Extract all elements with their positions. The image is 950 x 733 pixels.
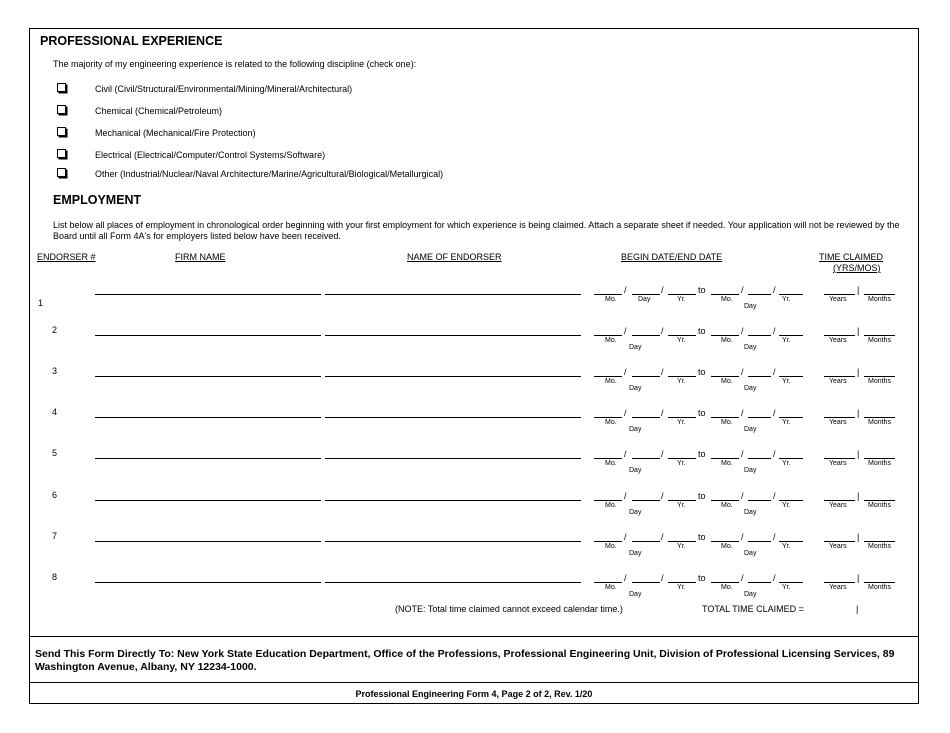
endorser-name-field[interactable] [325, 541, 581, 542]
end-day-field[interactable] [748, 541, 771, 542]
end-year-field[interactable] [779, 417, 803, 418]
date-separator: / [661, 491, 664, 501]
begin-day-label: Day [629, 426, 642, 433]
begin-day-field[interactable] [632, 541, 660, 542]
begin-month-field[interactable] [594, 294, 622, 295]
months-field[interactable] [864, 458, 895, 459]
begin-year-label: Yr. [677, 543, 686, 550]
end-day-field[interactable] [748, 417, 771, 418]
months-field[interactable] [864, 294, 895, 295]
date-separator: / [773, 491, 776, 501]
end-month-label: Mo. [721, 378, 733, 385]
date-separator: / [773, 573, 776, 583]
firm-name-field[interactable] [95, 582, 321, 583]
header-time-claimed: TIME CLAIMED [819, 252, 884, 262]
begin-month-label: Mo. [605, 502, 617, 509]
date-separator: / [773, 532, 776, 542]
end-year-label: Yr. [782, 419, 791, 426]
firm-name-field[interactable] [95, 294, 321, 295]
years-field[interactable] [824, 582, 855, 583]
date-separator: / [624, 408, 627, 418]
header-endorser-name: NAME OF ENDORSER [407, 252, 502, 262]
endorser-name-field[interactable] [325, 294, 581, 295]
header-firm-name: FIRM NAME [175, 252, 226, 262]
begin-year-field[interactable] [668, 458, 696, 459]
end-day-field[interactable] [748, 376, 771, 377]
endorser-name-field[interactable] [325, 500, 581, 501]
begin-day-label: Day [629, 550, 642, 557]
begin-year-field[interactable] [668, 335, 696, 336]
date-separator: / [624, 449, 627, 459]
years-label: Years [829, 502, 847, 509]
begin-year-label: Yr. [677, 296, 686, 303]
firm-name-field[interactable] [95, 541, 321, 542]
years-label: Years [829, 543, 847, 550]
end-day-label: Day [744, 509, 757, 516]
date-range-to: to [698, 573, 706, 583]
end-month-label: Mo. [721, 337, 733, 344]
begin-month-label: Mo. [605, 419, 617, 426]
professional-experience-heading: PROFESSIONAL EXPERIENCE [40, 34, 223, 48]
total-time-label: TOTAL TIME CLAIMED = [702, 604, 804, 614]
date-separator: / [741, 367, 744, 377]
endorser-number: 8 [52, 572, 58, 582]
months-label: Months [868, 502, 891, 509]
begin-year-field[interactable] [668, 500, 696, 501]
date-separator: / [741, 573, 744, 583]
endorser-number: 7 [52, 531, 58, 541]
begin-day-field[interactable] [632, 294, 660, 295]
date-separator: / [661, 367, 664, 377]
begin-month-field[interactable] [594, 376, 622, 377]
date-separator: / [661, 408, 664, 418]
months-label: Months [868, 419, 891, 426]
begin-year-field[interactable] [668, 541, 696, 542]
years-field[interactable] [824, 458, 855, 459]
date-separator: / [741, 285, 744, 295]
end-year-field[interactable] [779, 500, 803, 501]
date-separator: / [624, 285, 627, 295]
discipline-checkbox[interactable] [57, 105, 66, 114]
months-label: Months [868, 296, 891, 303]
date-separator: / [661, 326, 664, 336]
end-year-field[interactable] [779, 458, 803, 459]
end-year-field[interactable] [779, 376, 803, 377]
years-field[interactable] [824, 417, 855, 418]
end-day-label: Day [744, 303, 757, 310]
endorser-name-field[interactable] [325, 376, 581, 377]
begin-year-label: Yr. [677, 337, 686, 344]
end-month-field[interactable] [711, 582, 739, 583]
begin-month-label: Mo. [605, 543, 617, 550]
section-divider [29, 636, 919, 637]
end-day-label: Day [744, 344, 757, 351]
date-range-to: to [698, 408, 706, 418]
time-separator: | [857, 449, 860, 459]
date-range-to: to [698, 532, 706, 542]
months-label: Months [868, 543, 891, 550]
years-field[interactable] [824, 335, 855, 336]
months-label: Months [868, 378, 891, 385]
begin-year-label: Yr. [677, 502, 686, 509]
date-separator: / [741, 326, 744, 336]
end-month-field[interactable] [711, 500, 739, 501]
begin-day-field[interactable] [632, 582, 660, 583]
begin-day-field[interactable] [632, 417, 660, 418]
date-separator: / [773, 408, 776, 418]
end-day-field[interactable] [748, 294, 771, 295]
endorser-number: 1 [38, 298, 44, 308]
begin-month-field[interactable] [594, 541, 622, 542]
begin-year-field[interactable] [668, 417, 696, 418]
end-month-label: Mo. [721, 460, 733, 467]
date-range-to: to [698, 449, 706, 459]
end-year-label: Yr. [782, 584, 791, 591]
begin-day-field[interactable] [632, 500, 660, 501]
date-separator: / [773, 285, 776, 295]
begin-year-label: Yr. [677, 460, 686, 467]
firm-name-field[interactable] [95, 335, 321, 336]
begin-month-label: Mo. [605, 584, 617, 591]
begin-month-field[interactable] [594, 500, 622, 501]
end-month-field[interactable] [711, 458, 739, 459]
discipline-checkbox[interactable] [57, 168, 66, 177]
years-label: Years [829, 460, 847, 467]
end-year-label: Yr. [782, 460, 791, 467]
months-field[interactable] [864, 541, 895, 542]
end-day-label: Day [744, 591, 757, 598]
date-separator: / [661, 573, 664, 583]
months-label: Months [868, 460, 891, 467]
end-year-field[interactable] [779, 294, 803, 295]
begin-year-field[interactable] [668, 294, 696, 295]
time-separator: | [857, 367, 860, 377]
months-field[interactable] [864, 376, 895, 377]
end-year-field[interactable] [779, 582, 803, 583]
date-separator: / [741, 532, 744, 542]
years-label: Years [829, 584, 847, 591]
begin-day-field[interactable] [632, 458, 660, 459]
begin-month-field[interactable] [594, 582, 622, 583]
endorser-number: 2 [52, 325, 58, 335]
date-separator: / [661, 532, 664, 542]
date-separator: / [741, 491, 744, 501]
years-label: Years [829, 419, 847, 426]
end-day-label: Day [744, 385, 757, 392]
months-label: Months [868, 584, 891, 591]
begin-day-label: Day [629, 344, 642, 351]
discipline-option-label: Mechanical (Mechanical/Fire Protection) [95, 128, 256, 138]
end-year-label: Yr. [782, 296, 791, 303]
begin-year-field[interactable] [668, 376, 696, 377]
discipline-checkbox[interactable] [57, 149, 66, 158]
end-year-label: Yr. [782, 337, 791, 344]
endorser-name-field[interactable] [325, 335, 581, 336]
end-month-field[interactable] [711, 294, 739, 295]
end-month-field[interactable] [711, 335, 739, 336]
date-separator: / [624, 491, 627, 501]
begin-month-label: Mo. [605, 460, 617, 467]
end-year-label: Yr. [782, 502, 791, 509]
discipline-option-label: Civil (Civil/Structural/Environmental/Mining/Mineral/Architectural) [95, 84, 353, 94]
date-range-to: to [698, 326, 706, 336]
end-year-label: Yr. [782, 543, 791, 550]
begin-month-field[interactable] [594, 417, 622, 418]
begin-day-label: Day [638, 296, 651, 303]
endorser-number: 3 [52, 366, 58, 376]
years-label: Years [829, 296, 847, 303]
end-month-field[interactable] [711, 417, 739, 418]
years-field[interactable] [824, 294, 855, 295]
end-month-label: Mo. [721, 584, 733, 591]
begin-day-label: Day [629, 509, 642, 516]
end-day-field[interactable] [748, 500, 771, 501]
date-separator: / [624, 367, 627, 377]
end-month-field[interactable] [711, 376, 739, 377]
date-separator: / [661, 285, 664, 295]
endorser-name-field[interactable] [325, 458, 581, 459]
time-separator: | [857, 532, 860, 542]
employment-heading: EMPLOYMENT [53, 193, 142, 207]
begin-year-label: Yr. [677, 378, 686, 385]
firm-name-field[interactable] [95, 376, 321, 377]
date-separator: / [741, 408, 744, 418]
time-separator: | [857, 326, 860, 336]
section-divider [29, 682, 919, 683]
date-separator: / [624, 532, 627, 542]
endorser-number: 5 [52, 448, 58, 458]
date-range-to: to [698, 285, 706, 295]
end-year-field[interactable] [779, 335, 803, 336]
end-year-field[interactable] [779, 541, 803, 542]
end-day-label: Day [744, 550, 757, 557]
end-month-label: Mo. [721, 543, 733, 550]
date-separator: / [773, 449, 776, 459]
firm-name-field[interactable] [95, 500, 321, 501]
months-field[interactable] [864, 417, 895, 418]
time-separator: | [857, 573, 860, 583]
discipline-option-label: Other (Industrial/Nuclear/Naval Architecture/Marine/Agricultural/Biological/Metallurgical) [95, 169, 444, 179]
discipline-option-label: Electrical (Electrical/Computer/Control Systems/Software) [95, 150, 326, 160]
discipline-checkbox[interactable] [57, 127, 66, 136]
date-range-to: to [698, 367, 706, 377]
end-day-field[interactable] [748, 335, 771, 336]
header-endorser: ENDORSER # [37, 252, 96, 262]
date-separator: / [773, 326, 776, 336]
begin-day-field[interactable] [632, 376, 660, 377]
begin-month-field[interactable] [594, 458, 622, 459]
begin-year-label: Yr. [677, 584, 686, 591]
discipline-prompt: The majority of my engineering experience is related to the following discipline (check one): [53, 59, 417, 69]
discipline-checkbox[interactable] [57, 83, 66, 92]
years-field[interactable] [824, 500, 855, 501]
begin-month-label: Mo. [605, 378, 617, 385]
years-field[interactable] [824, 376, 855, 377]
date-separator: / [741, 449, 744, 459]
header-time-units: (YRS/MOS) [833, 263, 881, 273]
end-month-label: Mo. [721, 419, 733, 426]
discipline-option-label: Chemical (Chemical/Petroleum) [95, 106, 223, 116]
endorser-name-field[interactable] [325, 417, 581, 418]
end-month-label: Mo. [721, 296, 733, 303]
end-day-field[interactable] [748, 582, 771, 583]
date-separator: / [624, 573, 627, 583]
end-day-label: Day [744, 467, 757, 474]
mailing-instructions: Send This Form Directly To: New York State Education Department, Office of the Professions, Professional Engineering Unit, Division of Professional Licensing Services, 89 Washington Avenue, Albany, NY 12234-1000. [35, 648, 895, 673]
end-month-label: Mo. [721, 502, 733, 509]
date-range-to: to [698, 491, 706, 501]
end-day-field[interactable] [748, 458, 771, 459]
date-separator: / [773, 367, 776, 377]
begin-day-label: Day [629, 467, 642, 474]
begin-day-label: Day [629, 385, 642, 392]
years-label: Years [829, 378, 847, 385]
time-separator: | [857, 408, 860, 418]
end-year-label: Yr. [782, 378, 791, 385]
begin-year-label: Yr. [677, 419, 686, 426]
time-separator: | [857, 285, 860, 295]
begin-month-field[interactable] [594, 335, 622, 336]
begin-day-label: Day [629, 591, 642, 598]
months-label: Months [868, 337, 891, 344]
years-field[interactable] [824, 541, 855, 542]
endorser-number: 6 [52, 490, 58, 500]
date-separator: / [661, 449, 664, 459]
begin-month-label: Mo. [605, 337, 617, 344]
firm-name-field[interactable] [95, 458, 321, 459]
begin-day-field[interactable] [632, 335, 660, 336]
months-field[interactable] [864, 582, 895, 583]
months-field[interactable] [864, 500, 895, 501]
endorser-number: 4 [52, 407, 58, 417]
date-separator: / [624, 326, 627, 336]
begin-year-field[interactable] [668, 582, 696, 583]
years-label: Years [829, 337, 847, 344]
employment-instructions: List below all places of employment in chronological order beginning with your first employment for which experience is being claimed. Attach a separate sheet if needed. Your application will not be reviewed by the Board until all Form 4A's for employers listed below have been received. [53, 220, 900, 241]
end-month-field[interactable] [711, 541, 739, 542]
header-dates: BEGIN DATE/END DATE [621, 252, 723, 262]
form-footer: Professional Engineering Form 4, Page 2 of 2, Rev. 1/20 [355, 689, 593, 699]
begin-month-label: Mo. [605, 296, 617, 303]
months-field[interactable] [864, 335, 895, 336]
end-day-label: Day [744, 426, 757, 433]
time-separator: | [857, 491, 860, 501]
firm-name-field[interactable] [95, 417, 321, 418]
total-time-field[interactable]: | [856, 604, 859, 614]
endorser-name-field[interactable] [325, 582, 581, 583]
calendar-time-note: (NOTE: Total time claimed cannot exceed calendar time.) [395, 604, 623, 614]
